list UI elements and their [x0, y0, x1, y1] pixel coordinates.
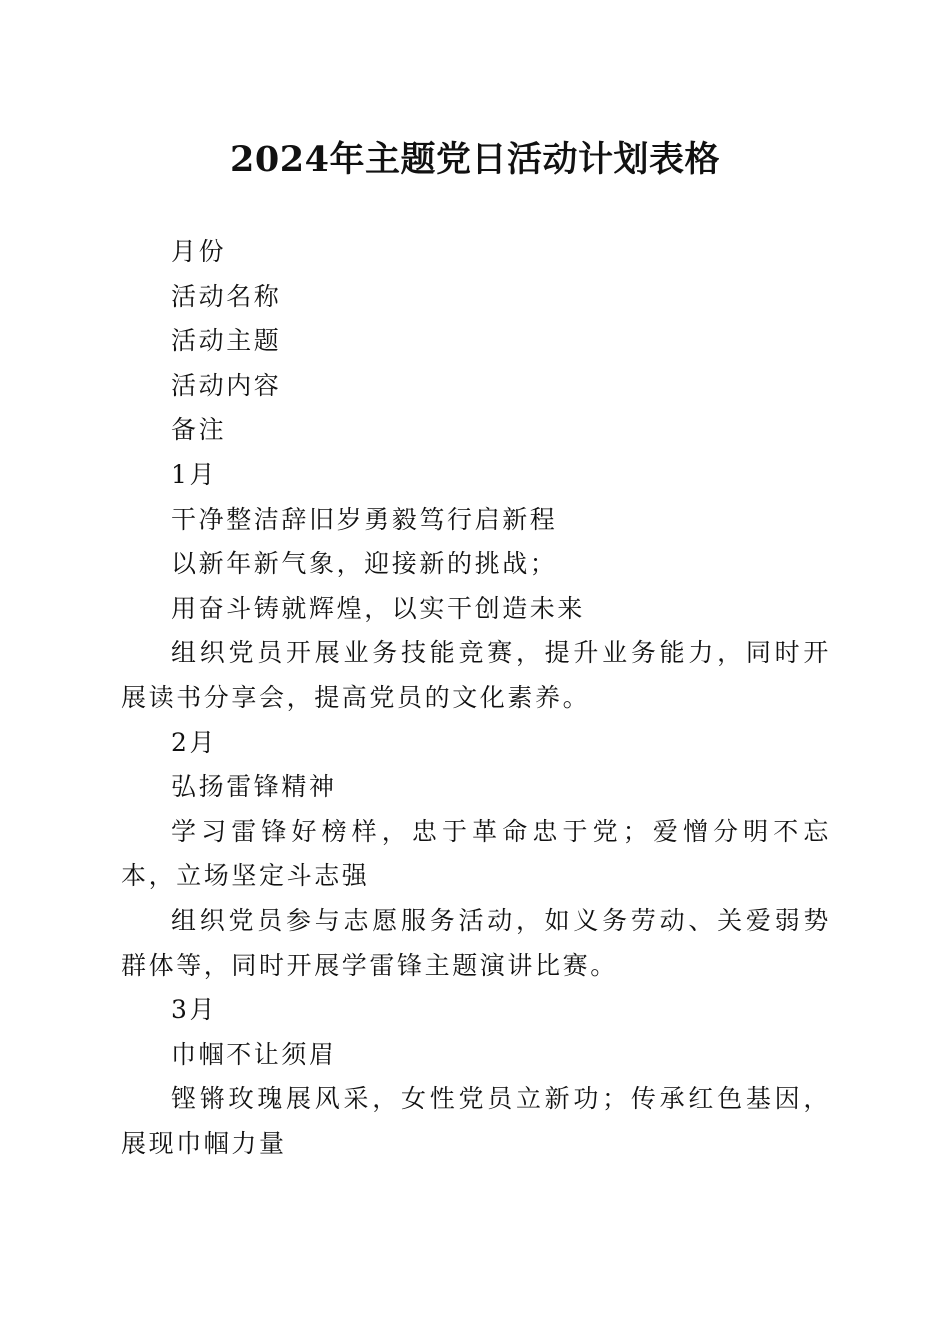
- paragraph-header-activity-theme: 活动主题: [171, 326, 282, 356]
- paragraph-month-2: 2月: [171, 727, 218, 757]
- paragraph-month-2-name: 弘扬雷锋精神: [171, 772, 337, 802]
- paragraph-header-notes: 备注: [171, 415, 227, 445]
- paragraph-header-activity-content: 活动内容: [171, 370, 282, 400]
- paragraph-header-activity-name: 活动名称: [171, 281, 282, 311]
- paragraph-month-1-theme-b: 用奋斗铸就辉煌，以实干创造未来: [171, 593, 586, 623]
- paragraph-header-month: 月份: [171, 237, 227, 266]
- document-title: 2024年主题党日活动计划表格: [230, 139, 720, 180]
- paragraph-month-1-theme-a: 以新年新气象，迎接新的挑战；: [171, 549, 558, 579]
- paragraph-month-2-content: 组织党员参与志愿服务活动，如义务劳动、关爱弱势群体等，同时开展学雷锋主题演讲比赛。: [121, 905, 831, 980]
- document-body: [121, 230, 831, 1166]
- paragraph-month-3-theme: 铿锵玫瑰展风采，女性党员立新功；传承红色基因，展现巾帼力量: [121, 1084, 831, 1158]
- paragraph-month-3-name: 巾帼不让须眉: [171, 1039, 337, 1069]
- paragraph-month-1-name: 干净整洁辞旧岁勇毅笃行启新程: [171, 504, 558, 534]
- paragraph-month-1-content: 组织党员开展业务技能竞赛，提升业务能力，同时开展读书分享会，提高党员的文化素养。: [121, 638, 831, 712]
- paragraph-month-1: 1月: [171, 459, 218, 489]
- paragraph-month-3: 3月: [171, 995, 218, 1025]
- paragraph-month-2-theme: 学习雷锋好榜样，忠于革命忠于党；爱憎分明不忘本，立场坚定斗志强: [121, 816, 831, 891]
